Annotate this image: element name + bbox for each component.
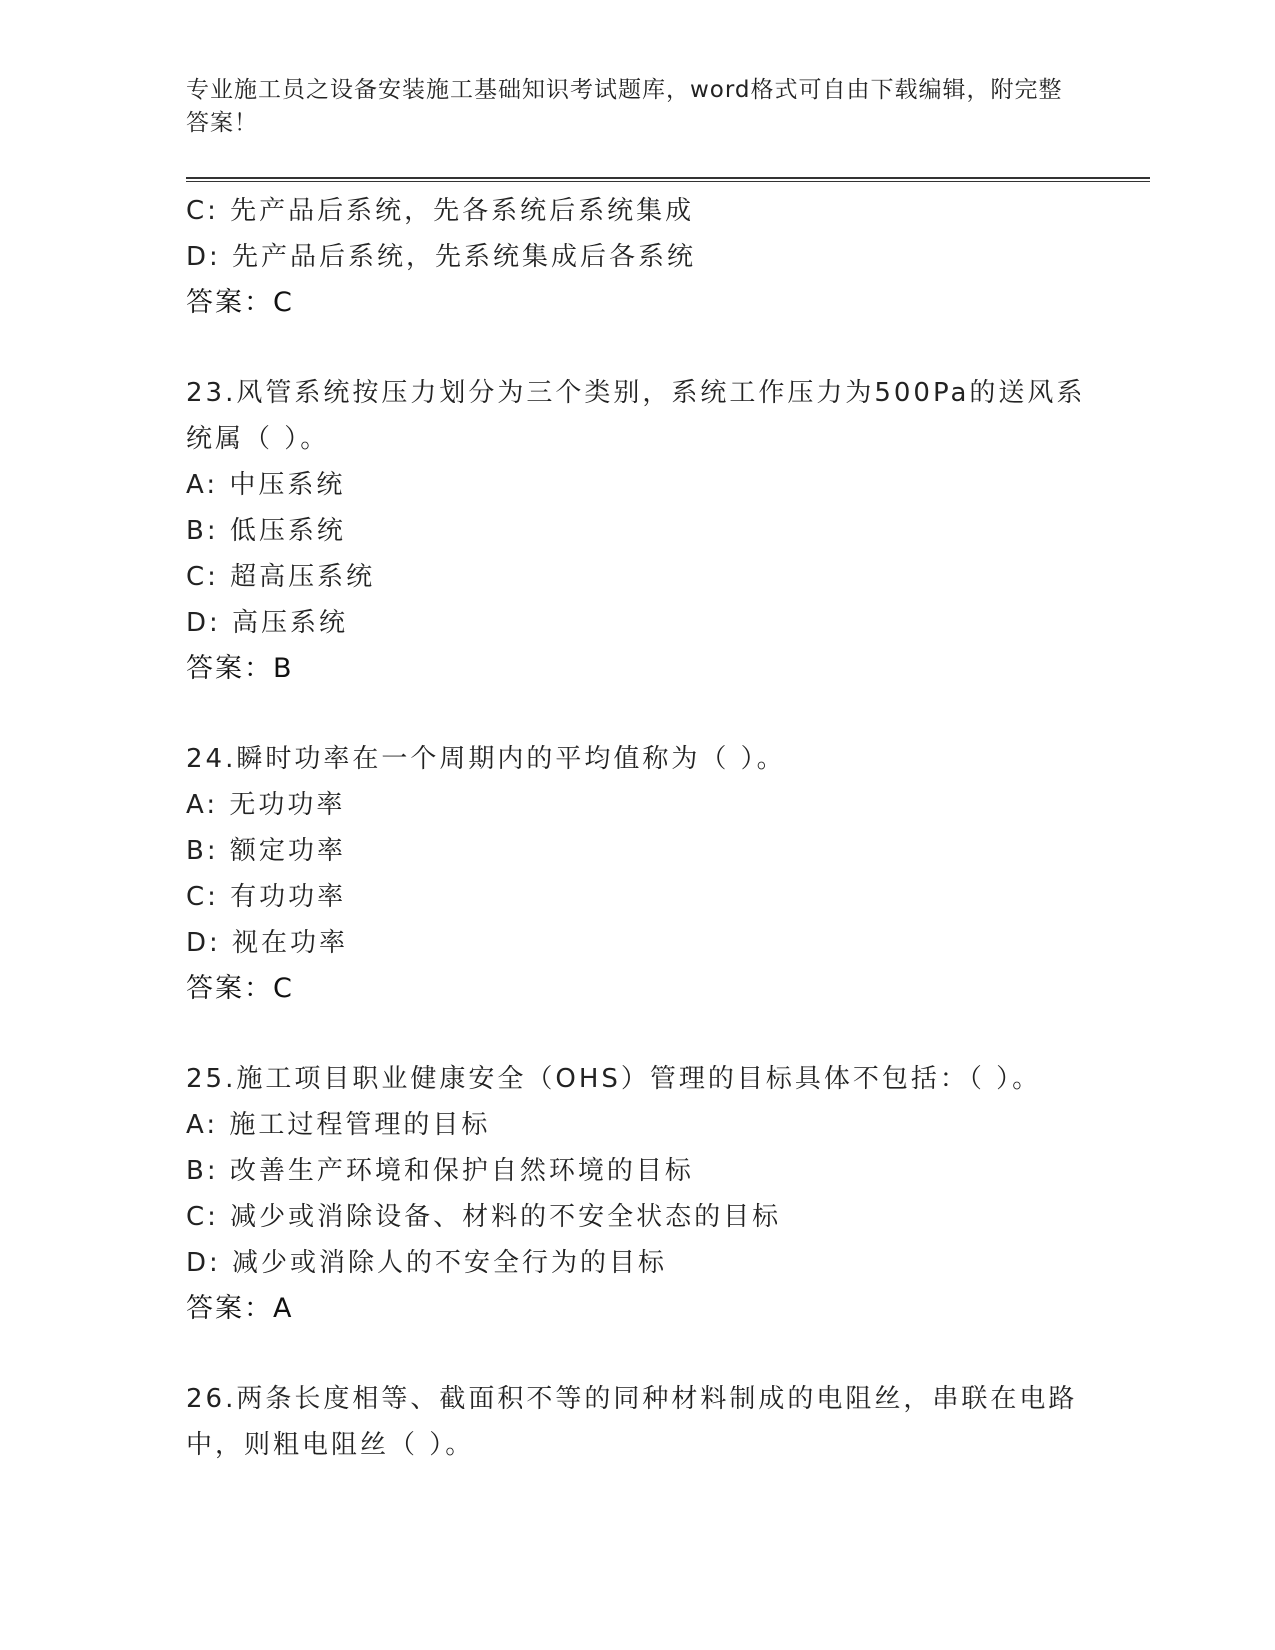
option-c: C: 超高压系统 bbox=[186, 562, 376, 592]
option-d: D: 视在功率 bbox=[186, 928, 349, 958]
option-b: B: 低压系统 bbox=[186, 516, 346, 546]
option-d: D: 高压系统 bbox=[186, 608, 349, 638]
question-text: 25.施工项目职业健康安全（OHS）管理的目标具体不包括：（ ）。 bbox=[186, 1064, 1042, 1094]
continued-question bbox=[186, 188, 1086, 326]
question-text: 24.瞬时功率在一个周期内的平均值称为（ ）。 bbox=[186, 744, 786, 774]
option-a: A: 施工过程管理的目标 bbox=[186, 1110, 491, 1140]
option-d: D: 先产品后系统，先系统集成后各系统 bbox=[186, 242, 697, 272]
answer: 答案：B bbox=[186, 653, 294, 684]
option-c: C: 减少或消除设备、材料的不安全状态的目标 bbox=[186, 1202, 782, 1232]
option-b: B: 改善生产环境和保护自然环境的目标 bbox=[186, 1156, 694, 1186]
option-a: A: 中压系统 bbox=[186, 470, 346, 500]
answer: 答案：A bbox=[186, 1293, 294, 1324]
answer: 答案：C bbox=[186, 287, 294, 318]
option-c: C: 有功功率 bbox=[186, 882, 347, 912]
question-23 bbox=[186, 370, 1086, 692]
option-d: D: 减少或消除人的不安全行为的目标 bbox=[186, 1248, 668, 1278]
question-24 bbox=[186, 736, 1086, 1012]
option-b: B: 额定功率 bbox=[186, 836, 346, 866]
question-25 bbox=[186, 1056, 1086, 1332]
option-a: A: 无功功率 bbox=[186, 790, 346, 820]
option-c: C: 先产品后系统，先各系统后系统集成 bbox=[186, 196, 695, 226]
question-text: 26.两条长度相等、截面积不等的同种材料制成的电阻丝，串联在电路中，则粗电阻丝（ ）。 bbox=[186, 1384, 1078, 1460]
page-header: 专业施工员之设备安装施工基础知识考试题库，word格式可自由下载编辑，附完整答案！ bbox=[186, 77, 1063, 136]
answer: 答案：C bbox=[186, 973, 294, 1004]
question-text: 23.风管系统按压力划分为三个类别，系统工作压力为500Pa的送风系统属（ ）。 bbox=[186, 378, 1086, 454]
question-26 bbox=[186, 1376, 1086, 1468]
header-divider bbox=[186, 177, 1150, 182]
question-list bbox=[186, 188, 1086, 1468]
